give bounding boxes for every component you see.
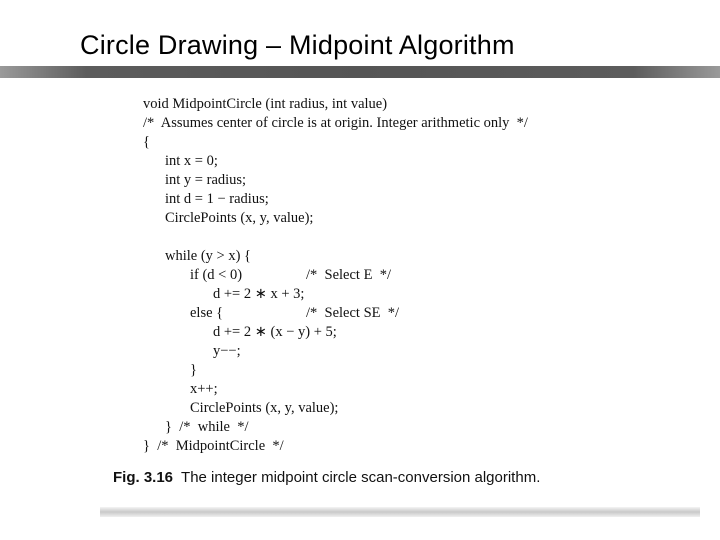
code-line-18: } /* MidpointCircle */ <box>143 438 284 454</box>
code-line-13: y−−; <box>213 343 241 359</box>
code-line-10: d += 2 ∗ x + 3; <box>213 286 305 302</box>
code-line-6: int d = 1 − radius; <box>165 191 269 207</box>
code-comment-select-se: /* Select SE */ <box>306 305 400 321</box>
code-line-17: } /* while */ <box>165 419 249 435</box>
code-line-16: CirclePoints (x, y, value); <box>190 400 339 416</box>
figure-number: Fig. 3.16 <box>113 469 174 486</box>
code-line-14: } <box>190 362 197 378</box>
figure-caption-text: The integer midpoint circle scan-conversion algorithm. <box>181 469 541 486</box>
code-line-7: CirclePoints (x, y, value); <box>165 210 314 226</box>
code-line-2: /* Assumes center of circle is at origin. Integer arithmetic only */ <box>143 115 528 131</box>
code-comment-select-e: /* Select E */ <box>306 267 391 283</box>
code-line-1: void MidpointCircle (int radius, int value) <box>143 96 388 112</box>
code-line-5: int y = radius; <box>165 172 247 188</box>
figure-caption <box>113 469 540 486</box>
slide-title: Circle Drawing – Midpoint Algorithm <box>80 30 515 60</box>
code-line-9: if (d < 0) <box>190 267 243 283</box>
code-line-12: d += 2 ∗ (x − y) + 5; <box>213 324 337 340</box>
code-line-15: x++; <box>190 381 218 397</box>
code-line-3: { <box>143 134 150 150</box>
bottom-divider <box>100 507 700 517</box>
code-line-8: while (y > x) { <box>165 248 252 264</box>
code-line-4: int x = 0; <box>165 153 218 169</box>
code-line-11: else { <box>190 305 224 321</box>
